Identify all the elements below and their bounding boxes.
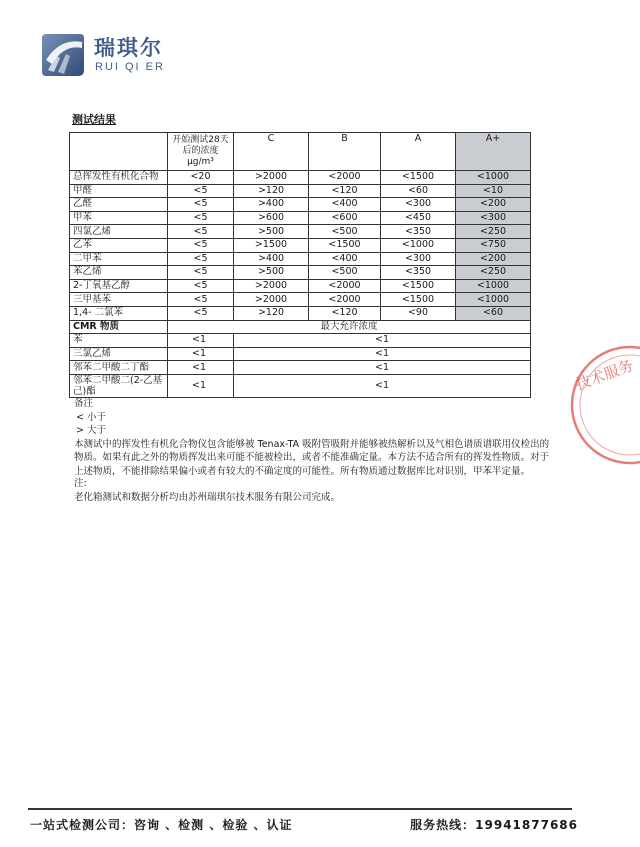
table-row (70, 374, 531, 397)
table-cell: 四氯乙烯 (70, 225, 168, 239)
note2-title: 注: (74, 478, 87, 489)
table-cell: <120 (309, 184, 381, 198)
table-cell: <350 (381, 225, 456, 239)
table-cell: <60 (381, 184, 456, 198)
table-cell: <250 (456, 266, 531, 280)
table-cell: <1 (234, 361, 531, 375)
brand-name-cn: 瑞琪尔 (94, 36, 163, 60)
table-cell: <5 (168, 238, 234, 252)
table-row (70, 211, 531, 225)
notes-section (74, 397, 550, 478)
table-cell: 三氯乙烯 (70, 347, 168, 361)
table-cell: <5 (168, 211, 234, 225)
table-cell: <120 (309, 306, 381, 320)
table-cell: <5 (168, 184, 234, 198)
table-cell: <300 (381, 252, 456, 266)
table-cell: <1500 (309, 238, 381, 252)
table-cell: <600 (309, 211, 381, 225)
table-cell: <10 (456, 184, 531, 198)
table-cell: <1000 (456, 171, 531, 185)
table-cell: <450 (381, 211, 456, 225)
table-cell: >2000 (234, 171, 309, 185)
table-row (70, 306, 531, 320)
table-cell: <350 (381, 266, 456, 280)
table-cell: 甲醛 (70, 184, 168, 198)
table-row (70, 171, 531, 185)
table-cell: <5 (168, 252, 234, 266)
results-table (69, 132, 531, 398)
table-row (70, 334, 531, 348)
table-cell: >500 (234, 266, 309, 280)
table-cell: <5 (168, 293, 234, 307)
seal-text: 技术服务 (573, 356, 636, 394)
cmr-header-row (70, 320, 531, 334)
table-cell: >1500 (234, 238, 309, 252)
table-cell: 1,4- 二氯苯 (70, 306, 168, 320)
table-cell: <200 (456, 198, 531, 212)
table-cell: <1000 (456, 293, 531, 307)
footer-hotline: 服务热线：19941877686 (410, 818, 578, 832)
table-row (70, 293, 531, 307)
table-row (70, 361, 531, 375)
table-header-row (70, 133, 531, 171)
table-cell: <1000 (381, 238, 456, 252)
table-cell: <1 (168, 361, 234, 375)
table-cell: <5 (168, 198, 234, 212)
table-cell: <750 (456, 238, 531, 252)
table-cell: <1 (168, 374, 234, 397)
table-cell: <2000 (309, 279, 381, 293)
table-cell: <1500 (381, 279, 456, 293)
footer-divider (28, 808, 572, 810)
table-cell: >2000 (234, 293, 309, 307)
table-cell: 总挥发性有机化合物 (70, 171, 168, 185)
table-cell: >120 (234, 306, 309, 320)
table-cell: <1 (168, 334, 234, 348)
table-row (70, 266, 531, 280)
note2-text: 老化箱测试和数据分析均由苏州瑞琪尔技术服务有限公司完成。 (74, 491, 341, 503)
table-cell: <300 (381, 198, 456, 212)
table-cell: 二甲苯 (70, 252, 168, 266)
table-cell: 乙苯 (70, 238, 168, 252)
note-paragraph: 本测试中的挥发性有机化合物仪包含能够被 Tenax-TA 吸附管吸附并能够被热解析以及气相色谱质谱联用仪检出的物质。如果有此之外的物质挥发出来可能不能被检出，或者不能准确定量。本方法不适合所有的挥发性物质。对于上述物质，不能排除结果偏小或者有较大的不确定度的可能性。所有物质通过数据库比对识别，甲苯半定量。 (74, 438, 550, 477)
table-cell: 最大允许浓度 (168, 320, 531, 334)
table-cell: >120 (234, 184, 309, 198)
table-cell: 乙醛 (70, 198, 168, 212)
table-cell: <400 (309, 198, 381, 212)
table-cell: <90 (381, 306, 456, 320)
table-cell: <5 (168, 306, 234, 320)
table-row (70, 252, 531, 266)
table-cell: <500 (309, 225, 381, 239)
table-cell: <60 (456, 306, 531, 320)
table-cell: <20 (168, 171, 234, 185)
table-cell: 邻苯二甲酸二(2-乙基己)酯 (70, 374, 168, 397)
column-header: A+ (456, 133, 531, 171)
column-header: A (381, 133, 456, 171)
table-cell: >500 (234, 225, 309, 239)
table-cell: <1500 (381, 293, 456, 307)
table-cell: >400 (234, 252, 309, 266)
table-cell: <1 (234, 374, 531, 397)
column-header: C (234, 133, 309, 171)
table-cell: >400 (234, 198, 309, 212)
table-cell: <1500 (381, 171, 456, 185)
table-cell: <200 (456, 252, 531, 266)
table-row (70, 225, 531, 239)
table-row (70, 347, 531, 361)
table-cell: <500 (309, 266, 381, 280)
table-cell: CMR 物质 (70, 320, 168, 334)
footer-slogan: 一站式检测公司：咨询 、检测 、检验 、认证 (30, 818, 293, 832)
table-cell: <5 (168, 225, 234, 239)
company-logo-icon (38, 30, 88, 80)
table-row (70, 184, 531, 198)
table-cell: <1 (234, 347, 531, 361)
table-cell: <300 (456, 211, 531, 225)
note2-section (74, 477, 550, 504)
table-cell: <2000 (309, 171, 381, 185)
table-cell: <5 (168, 279, 234, 293)
table-cell: 甲苯 (70, 211, 168, 225)
company-header (38, 28, 178, 80)
column-header: 开始测试28天后的浓度 μg/m³ (168, 133, 234, 171)
table-row (70, 238, 531, 252)
brand-name-en: RUI QI ER (95, 61, 165, 73)
section-title: 测试结果 (72, 113, 116, 126)
table-row (70, 198, 531, 212)
table-cell: >600 (234, 211, 309, 225)
table-cell: 苯乙烯 (70, 266, 168, 280)
table-cell: <1 (168, 347, 234, 361)
table-cell: <1 (234, 334, 531, 348)
table-cell: <250 (456, 225, 531, 239)
notes-title: 备注 (74, 398, 94, 409)
table-cell: <5 (168, 266, 234, 280)
table-cell: <400 (309, 252, 381, 266)
column-header (70, 133, 168, 171)
column-header: B (309, 133, 381, 171)
table-cell: <2000 (309, 293, 381, 307)
company-seal-icon (560, 340, 640, 470)
table-cell: 2-丁氧基乙醇 (70, 279, 168, 293)
table-row (70, 279, 531, 293)
table-cell: 邻苯二甲酸二丁酯 (70, 361, 168, 375)
table-cell: <1000 (456, 279, 531, 293)
table-cell: 三甲基苯 (70, 293, 168, 307)
note-less-than: < 小于 (76, 411, 106, 423)
note-greater-than: > 大于 (76, 425, 106, 436)
table-cell: >2000 (234, 279, 309, 293)
table-cell: 苯 (70, 334, 168, 348)
